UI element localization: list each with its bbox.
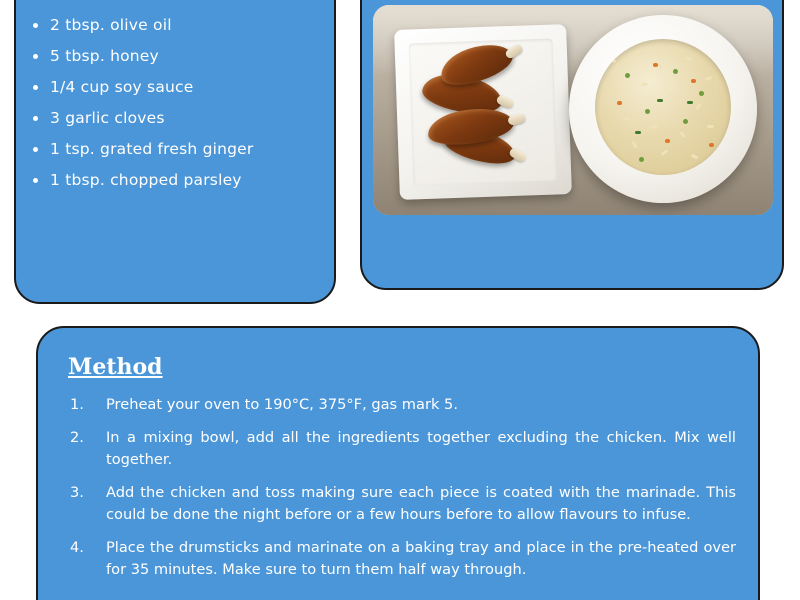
step-text: In a mixing bowl, add all the ingredients together excluding the chicken. Mix well together. xyxy=(106,429,736,468)
drumstick-bone xyxy=(508,147,527,163)
recipe-photo xyxy=(373,5,773,215)
fried-rice xyxy=(595,39,731,175)
list-item xyxy=(66,427,736,471)
list-item: 2 tbsp. olive oil xyxy=(50,10,324,41)
list-item: 1 tbsp. chopped parsley xyxy=(50,165,324,196)
step-number: 2. xyxy=(70,429,84,446)
drumstick-bone xyxy=(504,43,523,60)
method-panel xyxy=(36,326,760,600)
list-item xyxy=(66,482,736,526)
ingredients-panel xyxy=(14,0,336,304)
list-item: 5 tbsp. honey xyxy=(50,41,324,72)
method-title: Method xyxy=(68,354,163,380)
list-item: 1 tsp. grated fresh ginger xyxy=(50,134,324,165)
step-number: 3. xyxy=(70,484,84,501)
list-item: 1/4 cup soy sauce xyxy=(50,72,324,103)
square-plate xyxy=(394,24,572,200)
list-item xyxy=(66,537,736,581)
round-bowl xyxy=(569,15,757,203)
step-number: 1. xyxy=(70,396,84,413)
method-steps xyxy=(38,390,758,581)
step-text: Place the drumsticks and marinate on a baking tray and place in the pre-heated over for 35 minutes. Make sure to turn them half way through. xyxy=(106,539,736,578)
list-item xyxy=(66,394,736,416)
ingredients-list xyxy=(16,0,334,196)
photo-panel xyxy=(360,0,784,290)
step-text: Add the chicken and toss making sure each piece is coated with the marinade. This could be done the night before or a few hours before to allow flavours to infuse. xyxy=(106,484,736,523)
drumstick-bone xyxy=(507,113,526,126)
list-item: 3 garlic cloves xyxy=(50,103,324,134)
step-number: 4. xyxy=(70,539,84,556)
drumstick-bone xyxy=(496,94,515,109)
step-text: Preheat your oven to 190°C, 375°F, gas mark 5. xyxy=(106,396,458,413)
